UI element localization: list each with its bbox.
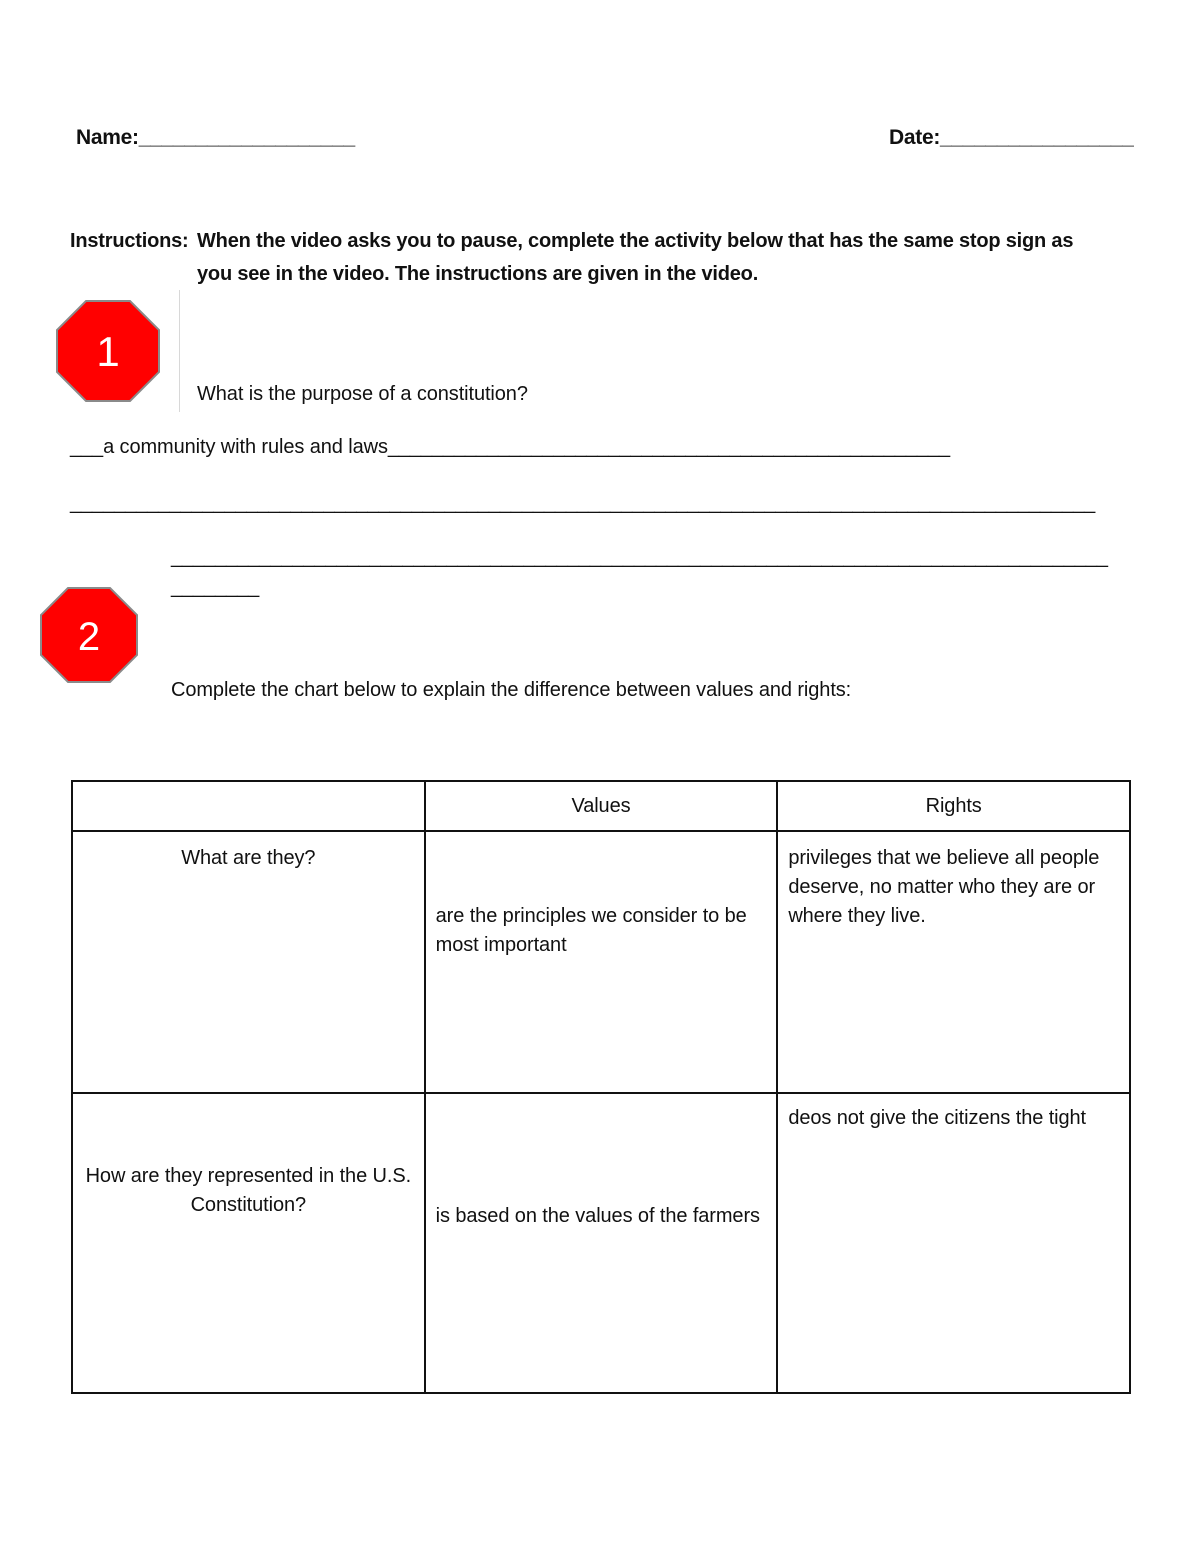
row-2-rights-cell[interactable]: deos not give the citizens the tight bbox=[777, 1093, 1130, 1393]
row-1-rights-cell[interactable]: privileges that we believe all people deserve, no matter who they are or where they live. bbox=[777, 831, 1130, 1093]
stop-sign-1-icon bbox=[56, 300, 160, 402]
stop-sign-1-number: 1 bbox=[96, 328, 120, 375]
instructions-line-1: When the video asks you to pause, complete the activity below that has the same stop sign as bbox=[197, 230, 1074, 252]
row-1-label: What are they? bbox=[72, 831, 425, 1093]
row-2-label: How are they represented in the U.S. Constitution? bbox=[72, 1093, 425, 1393]
question-1-blank-line-3[interactable]: ________ bbox=[171, 576, 260, 598]
table-header-row bbox=[72, 781, 1130, 831]
table-header-rights: Rights bbox=[777, 781, 1130, 831]
table-row bbox=[72, 831, 1130, 1093]
question-1-prompt: What is the purpose of a constitution? bbox=[197, 383, 528, 405]
row-1-values-cell[interactable]: are the principles we consider to be most important bbox=[425, 831, 778, 1093]
row-2-values-cell[interactable]: is based on the values of the farmers bbox=[425, 1093, 778, 1393]
question-1-blank-line-2[interactable]: _____________________________________________________________________________________ bbox=[171, 546, 1108, 568]
name-field-label: Name:___________________ bbox=[76, 126, 355, 149]
instructions-line-2: you see in the video. The instructions are given in the video. bbox=[197, 263, 759, 285]
table-row bbox=[72, 1093, 1130, 1393]
question-1-answer-line[interactable]: ___a community with rules and laws___________________________________________________ bbox=[70, 436, 951, 458]
stop-sign-2-number: 2 bbox=[77, 615, 101, 659]
values-rights-chart bbox=[71, 780, 1131, 1394]
table-header-values: Values bbox=[425, 781, 778, 831]
question-2-prompt: Complete the chart below to explain the difference between values and rights: bbox=[171, 679, 852, 701]
date-field-label: Date:_________________ bbox=[889, 126, 1134, 149]
stop-sign-2-icon bbox=[40, 587, 138, 683]
question-1-blank-line-1[interactable]: _____________________________________________________________________________________________ bbox=[70, 492, 1096, 514]
table-header-empty bbox=[72, 781, 425, 831]
instructions-label: Instructions: bbox=[70, 230, 189, 252]
divider-line bbox=[179, 290, 180, 412]
